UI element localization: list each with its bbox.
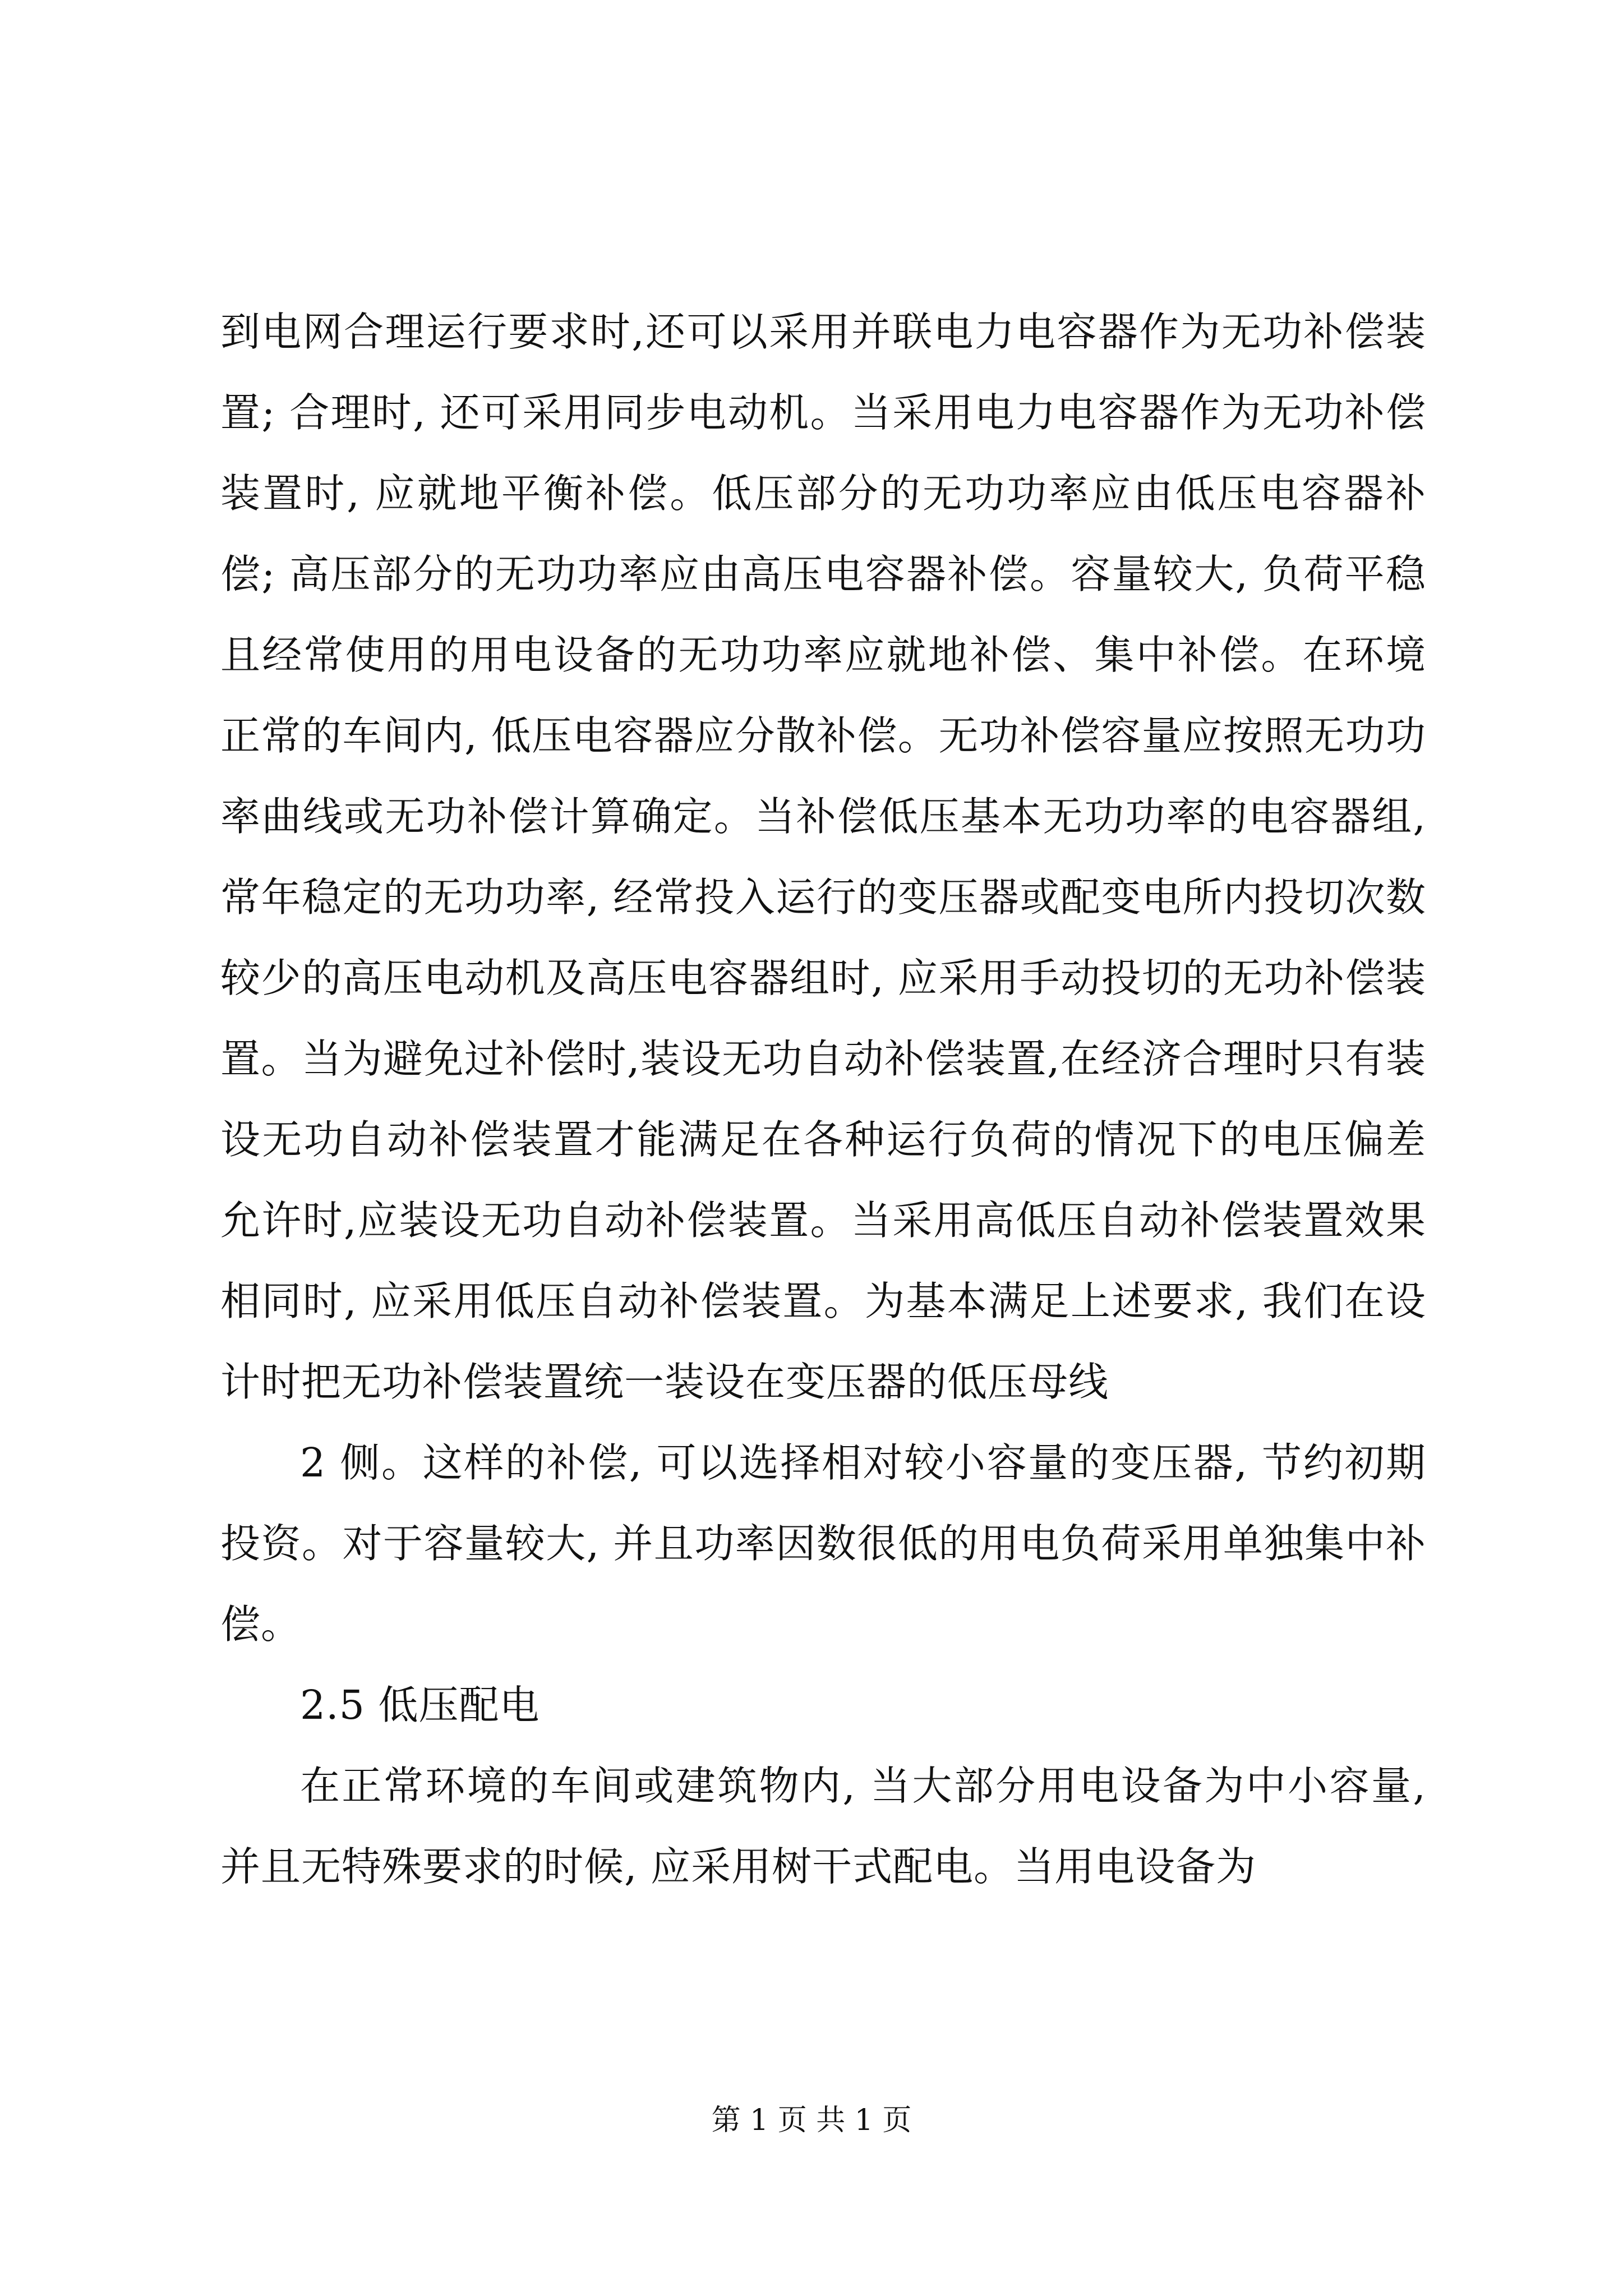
section-heading-low-voltage-distribution: 2.5 低压配电 [300,1682,540,1728]
page-footer: 第 1 页 共 1 页 [711,2104,912,2137]
body-text [220,292,1426,1907]
paragraph-reactive-compensation: 到电网合理运行要求时,还可以采用并联电力电容器作为无功补偿装置; 合理时, 还可采用同步电动机。当采用电力电容器作为无功补偿装置时, 应就地平衡补偿。低压部分的无功功率应由低压电容器补偿; 高压部分的无功功率应由高压电容器补偿。容量较大, 负荷平稳且经常使用的用电设备的无功功率应就地补偿、集中补偿。在环境正常的车间内, 低压电容器应分散补偿。无功补偿容量应按照无功功率曲线或无功补偿计算确定。当补偿低压基本无功功率的电容器组, 常年稳定的无功功率, 经常投入运行的变压器或配变电所内投切次数较少的高压电动机及高压电容器组时, 应采用手动投切的无功补偿装置。当为避免过补偿时,装设无功自动补偿装置,在经济合理时只有装设无功自动补偿装置才能满足在各种运行负荷的情况下的电压偏差允许时,应装设无功自动补偿装置。当采用高低压自动补偿装置效果相同时, 应采用低压自动补偿装置。为基本满足上述要求, 我们在设计时把无功补偿装置统一装设在变压器的低压母线 [220,309,1426,1405]
paragraph-distribution-method: 在正常环境的车间或建筑物内, 当大部分用电设备为中小容量, 并且无特殊要求的时候, 应采用树干式配电。当用电设备为 [220,1763,1426,1890]
paragraph-low-voltage-side: 2 侧。这样的补偿, 可以选择相对较小容量的变压器, 节约初期投资。对于容量较大, 并且功率因数很低的用电负荷采用单独集中补偿。 [220,1439,1426,1648]
